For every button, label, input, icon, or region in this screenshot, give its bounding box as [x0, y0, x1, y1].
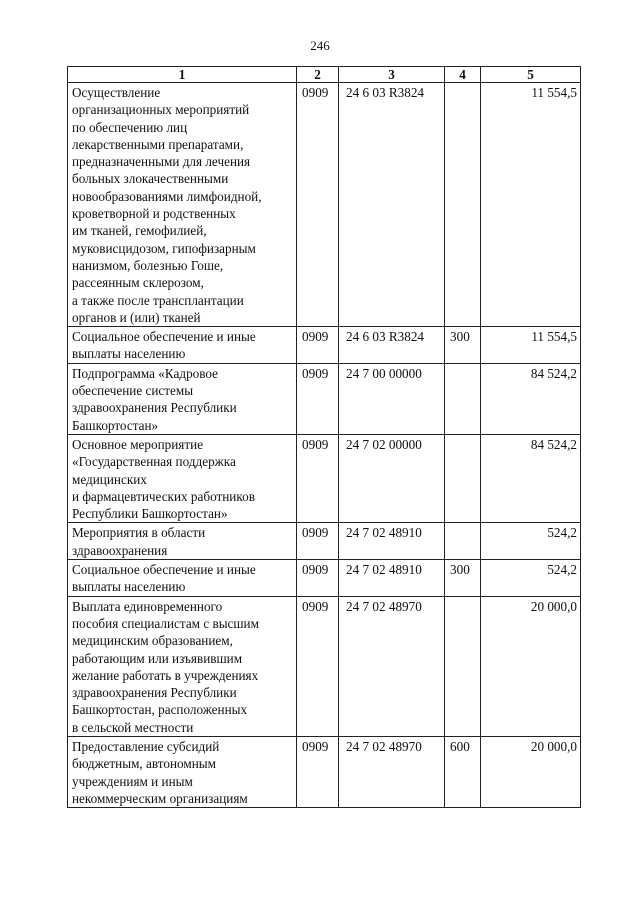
table-row — [68, 434, 581, 522]
row-name-line: обеспечение системы — [72, 383, 194, 399]
table-row — [68, 736, 581, 807]
target-code-cell: 24 6 03 R3824 — [339, 327, 445, 364]
row-name-line: выплаты населению — [72, 346, 186, 362]
target-code-cell: 24 7 00 00000 — [339, 363, 445, 434]
target-code-cell: 24 7 02 48970 — [339, 736, 445, 807]
row-name-line: медицинским образованием, — [72, 633, 233, 649]
row-name-line: новообразованиями лимфоидной, — [72, 188, 262, 204]
row-name-line: выплаты населению — [72, 579, 186, 595]
header-col-5: 5 — [481, 67, 581, 83]
header-col-1: 1 — [68, 67, 297, 83]
row-name-line: Башкортостан, расположенных — [72, 702, 248, 718]
section-code-cell: 0909 — [297, 83, 339, 327]
row-name-line: организационных мероприятий — [72, 102, 250, 118]
amount-cell: 524,2 — [481, 560, 581, 597]
row-name-line: органов и (или) тканей — [72, 309, 201, 325]
row-name-line: Мероприятия в области — [72, 525, 206, 541]
row-name-cell — [68, 523, 297, 560]
expense-type-cell — [445, 523, 481, 560]
row-name-line: муковисцидозом, гипофизарным — [72, 240, 256, 256]
table-row — [68, 560, 581, 597]
row-name-line: Республики Башкортостан» — [72, 506, 228, 522]
row-name-line: Основное мероприятие — [72, 436, 204, 452]
row-name-line: «Государственная поддержка — [72, 454, 236, 470]
row-name-line: Осуществление — [72, 85, 161, 100]
row-name-line: Предоставление субсидий — [72, 738, 220, 754]
row-name-line: бюджетным, автономным — [72, 756, 216, 772]
page-number: 246 — [310, 38, 330, 53]
row-name-line: кроветворной и родственных — [72, 206, 236, 222]
target-code-cell: 24 7 02 48970 — [339, 596, 445, 736]
section-code-cell: 0909 — [297, 434, 339, 522]
row-name-line: и фармацевтических работников — [72, 488, 255, 504]
target-code-cell: 24 7 02 48910 — [339, 560, 445, 597]
row-name-line: им тканей, гемофилией, — [72, 223, 207, 239]
row-name-line: Выплата единовременного — [72, 598, 223, 614]
expense-type-cell — [445, 596, 481, 736]
amount-cell: 20 000,0 — [481, 736, 581, 807]
row-name-line: нанизмом, болезнью Гоше, — [72, 257, 224, 273]
expense-type-cell: 300 — [445, 560, 481, 597]
row-name-line: Социальное обеспечение и иные — [72, 329, 256, 345]
row-name-line: по обеспечению лиц — [72, 119, 188, 135]
row-name-line: в сельской местности — [72, 719, 194, 735]
section-code-cell: 0909 — [297, 560, 339, 597]
budget-table — [67, 66, 581, 808]
row-name-line: Башкортостан» — [72, 417, 159, 433]
row-name-line: предназначенными для лечения — [72, 154, 251, 170]
row-name-cell — [68, 363, 297, 434]
header-col-2: 2 — [297, 67, 339, 83]
row-name-cell — [68, 596, 297, 736]
row-name-line: учреждениям и иным — [72, 773, 193, 789]
row-name-line: здравоохранения Республики — [72, 685, 237, 701]
row-name-line: пособия специалистам с высшим — [72, 615, 259, 631]
section-code-cell: 0909 — [297, 327, 339, 364]
expense-type-cell: 300 — [445, 327, 481, 364]
row-name-line: а также после трансплантации — [72, 292, 244, 308]
table-header-row — [68, 67, 581, 83]
row-name-line: больных злокачественными — [72, 171, 229, 187]
row-name-line: Социальное обеспечение и иные — [72, 562, 256, 578]
target-code-cell: 24 7 02 00000 — [339, 434, 445, 522]
row-name-cell — [68, 736, 297, 807]
row-name-line: здравоохранения Республики — [72, 400, 237, 416]
row-name-line: рассеянным склерозом, — [72, 275, 204, 291]
row-name-line: некоммерческим организациям — [72, 790, 248, 806]
table-row — [68, 83, 581, 327]
row-name-line: здравоохранения — [72, 542, 168, 558]
row-name-cell — [68, 83, 297, 327]
row-name-line: лекарственными препаратами, — [72, 136, 244, 152]
expense-type-cell — [445, 363, 481, 434]
section-code-cell: 0909 — [297, 523, 339, 560]
header-col-3: 3 — [339, 67, 445, 83]
row-name-line: Подпрограмма «Кадровое — [72, 365, 219, 381]
amount-cell: 84 524,2 — [481, 434, 581, 522]
row-name-cell — [68, 434, 297, 522]
section-code-cell: 0909 — [297, 736, 339, 807]
amount-cell: 84 524,2 — [481, 363, 581, 434]
target-code-cell: 24 7 02 48910 — [339, 523, 445, 560]
row-name-cell — [68, 560, 297, 597]
amount-cell: 11 554,5 — [481, 83, 581, 327]
table-row — [68, 596, 581, 736]
section-code-cell: 0909 — [297, 363, 339, 434]
table-row — [68, 327, 581, 364]
amount-cell: 524,2 — [481, 523, 581, 560]
amount-cell: 20 000,0 — [481, 596, 581, 736]
expense-type-cell: 600 — [445, 736, 481, 807]
row-name-line: работающим или изъявившим — [72, 650, 243, 666]
header-col-4: 4 — [445, 67, 481, 83]
section-code-cell: 0909 — [297, 596, 339, 736]
target-code-cell: 24 6 03 R3824 — [339, 83, 445, 327]
table-row — [68, 363, 581, 434]
expense-type-cell — [445, 434, 481, 522]
amount-cell: 11 554,5 — [481, 327, 581, 364]
table-row — [68, 523, 581, 560]
row-name-cell — [68, 327, 297, 364]
row-name-line: желание работать в учреждениях — [72, 667, 259, 683]
expense-type-cell — [445, 83, 481, 327]
row-name-line: медицинских — [72, 471, 147, 487]
